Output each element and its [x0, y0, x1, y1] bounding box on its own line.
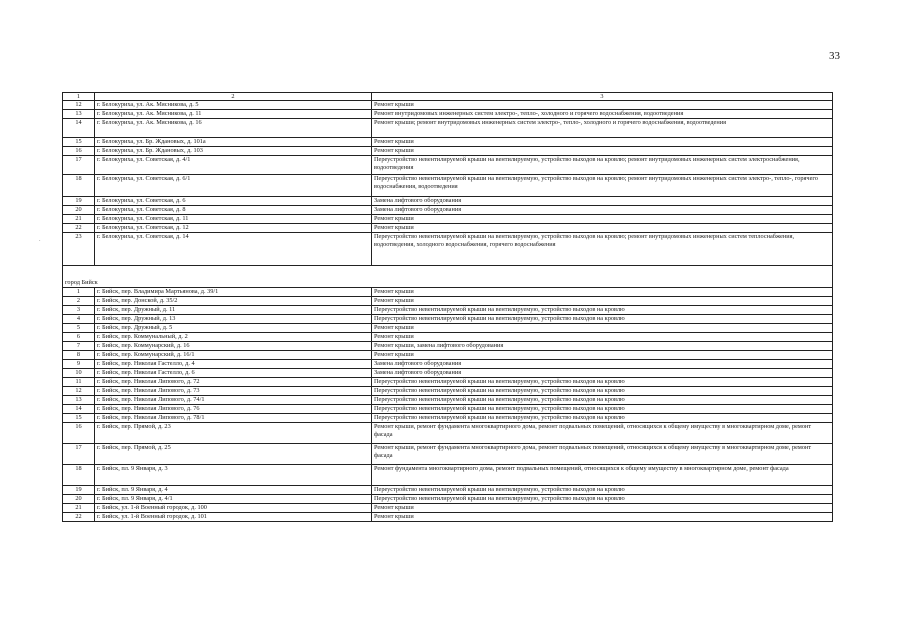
row-work: Переустройство невентилируемой крыши на вентилируемую, устройство выходов на кровлю; ремонт внутридомовых инженерных систем электроснабжения, водоотведения	[372, 156, 833, 175]
table-row	[63, 224, 833, 233]
row-work: Переустройство невентилируемой крыши на вентилируемую, устройство выходов на кровлю	[372, 414, 833, 423]
table-row	[63, 206, 833, 215]
row-address: г. Бийск, пер. Коммунарский, д. 16	[95, 342, 372, 351]
row-address: г. Бийск, ул. 1-й Военный городок, д. 101	[95, 513, 372, 522]
row-work: Ремонт крыши	[372, 147, 833, 156]
column-header-row	[63, 93, 833, 101]
row-address: г. Бийск, пл. 9 Января, д. 4	[95, 486, 372, 495]
row-number: 2	[63, 297, 95, 306]
table-row	[63, 495, 833, 504]
row-address: г. Белокуриха, ул. Ак. Мясникова, д. 11	[95, 110, 372, 119]
row-work: Ремонт внутридомовых инженерных систем электро-, тепло-, холодного и горячего водоснабжения, водоотведения	[372, 110, 833, 119]
section-title: город Бийск	[63, 266, 833, 288]
table-row	[63, 333, 833, 342]
stray-mark: ·	[39, 239, 41, 244]
row-address: г. Белокуриха, ул. Бр. Ждановых, д. 103	[95, 147, 372, 156]
row-address: г. Бийск, пер. Прямой, д. 25	[95, 444, 372, 465]
row-work: Переустройство невентилируемой крыши на вентилируемую, устройство выходов на кровлю	[372, 405, 833, 414]
row-address: г. Белокуриха, ул. Советская, д. 8	[95, 206, 372, 215]
row-number: 7	[63, 342, 95, 351]
row-work: Ремонт крыши	[372, 513, 833, 522]
table-row	[63, 297, 833, 306]
table-row	[63, 119, 833, 138]
page-number: 33	[829, 50, 840, 62]
table-row	[63, 513, 833, 522]
row-address: г. Белокуриха, ул. Советская, д. 12	[95, 224, 372, 233]
row-work: Переустройство невентилируемой крыши на вентилируемую, устройство выходов на кровлю	[372, 396, 833, 405]
row-address: г. Бийск, пер. Николая Липового, д. 76	[95, 405, 372, 414]
row-work: Ремонт фундамента многоквартирного дома, ремонт подвальных помещений, относящихся к общему имуществу в многоквартирном доме, ремонт фасада	[372, 465, 833, 486]
row-address: г. Бийск, пер. Николая Гастелло, д. 4	[95, 360, 372, 369]
table-row	[63, 288, 833, 297]
row-work: Переустройство невентилируемой крыши на вентилируемую, устройство выходов на кровлю	[372, 486, 833, 495]
table-row	[63, 110, 833, 119]
row-number: 19	[63, 197, 95, 206]
row-number: 18	[63, 175, 95, 197]
table-row	[63, 147, 833, 156]
row-address: г. Бийск, ул. 1-й Военный городок, д. 100	[95, 504, 372, 513]
table-row	[63, 378, 833, 387]
row-work: Замена лифтового оборудования	[372, 360, 833, 369]
row-number: 9	[63, 360, 95, 369]
row-work: Ремонт крыши	[372, 324, 833, 333]
row-work: Ремонт крыши	[372, 504, 833, 513]
row-number: 20	[63, 206, 95, 215]
works-table	[62, 92, 833, 522]
row-work: Переустройство невентилируемой крыши на вентилируемую, устройство выходов на кровлю	[372, 306, 833, 315]
table-row	[63, 369, 833, 378]
row-address: г. Бийск, пер. Прямой, д. 23	[95, 423, 372, 444]
row-number: 14	[63, 119, 95, 138]
table-row	[63, 342, 833, 351]
row-address: г. Бийск, пер. Дружный, д. 13	[95, 315, 372, 324]
row-work: Переустройство невентилируемой крыши на вентилируемую, устройство выходов на кровлю	[372, 495, 833, 504]
row-number: 12	[63, 101, 95, 110]
row-number: 22	[63, 224, 95, 233]
table-row	[63, 324, 833, 333]
row-number: 15	[63, 138, 95, 147]
row-work: Ремонт крыши	[372, 215, 833, 224]
row-work: Ремонт крыши	[372, 224, 833, 233]
column-header: 2	[95, 93, 372, 101]
table-row	[63, 486, 833, 495]
row-number: 21	[63, 504, 95, 513]
row-address: г. Бийск, пер. Донской, д. 35/2	[95, 297, 372, 306]
row-number: 4	[63, 315, 95, 324]
table-row	[63, 315, 833, 324]
table-row	[63, 233, 833, 266]
table-row	[63, 414, 833, 423]
table-row	[63, 504, 833, 513]
table-row	[63, 465, 833, 486]
row-address: г. Бийск, пер. Николая Липового, д. 74/1	[95, 396, 372, 405]
row-work: Ремонт крыши; ремонт внутридомовых инженерных систем электро-, тепло-, холодного и горячего водоснабжения, водоотведения	[372, 119, 833, 138]
row-work: Ремонт крыши	[372, 351, 833, 360]
row-address: г. Бийск, пер. Николая Липового, д. 73	[95, 387, 372, 396]
row-work: Ремонт крыши, ремонт фундамента многоквартирного дома, ремонт подвальных помещений, относящихся к общему имуществу в многоквартирном доме, ремонт фасада	[372, 423, 833, 444]
row-address: г. Бийск, пер. Николая Липового, д. 78/1	[95, 414, 372, 423]
row-number: 6	[63, 333, 95, 342]
row-work: Ремонт крыши, замена лифтового оборудования	[372, 342, 833, 351]
table-row	[63, 360, 833, 369]
row-work: Переустройство невентилируемой крыши на вентилируемую, устройство выходов на кровлю; ремонт внутридомовых инженерных систем теплоснабжения, водоотведения, холодного водоснабжения, горячего водоснабжения	[372, 233, 833, 266]
table-row	[63, 215, 833, 224]
row-number: 3	[63, 306, 95, 315]
row-address: г. Бийск, пер. Николая Гастелло, д. 6	[95, 369, 372, 378]
row-number: 19	[63, 486, 95, 495]
row-address: г. Бийск, пер. Дружный, д. 11	[95, 306, 372, 315]
row-work: Замена лифтового оборудования	[372, 197, 833, 206]
row-number: 11	[63, 378, 95, 387]
table-row	[63, 156, 833, 175]
row-address: г. Белокуриха, ул. Советская, д. 11	[95, 215, 372, 224]
row-number: 20	[63, 495, 95, 504]
row-number: 16	[63, 147, 95, 156]
row-number: 13	[63, 396, 95, 405]
row-work: Замена лифтового оборудования	[372, 369, 833, 378]
row-number: 13	[63, 110, 95, 119]
row-number: 1	[63, 288, 95, 297]
row-number: 17	[63, 444, 95, 465]
row-address: г. Белокуриха, ул. Советская, д. 4/1	[95, 156, 372, 175]
table-row	[63, 423, 833, 444]
table-row	[63, 306, 833, 315]
column-header: 3	[372, 93, 833, 101]
row-work: Ремонт крыши	[372, 297, 833, 306]
row-address: г. Бийск, пер. Дружный, д. 5	[95, 324, 372, 333]
section-header-row	[63, 266, 833, 288]
row-work: Переустройство невентилируемой крыши на вентилируемую, устройство выходов на кровлю; ремонт внутридомовых инженерных систем электро-, тепло-, горячего водоснабжения, водоотведения	[372, 175, 833, 197]
row-address: г. Бийск, пл. 9 Января, д. 4/1	[95, 495, 372, 504]
table-row	[63, 197, 833, 206]
row-number: 5	[63, 324, 95, 333]
row-number: 14	[63, 405, 95, 414]
row-address: г. Белокуриха, ул. Советская, д. 14	[95, 233, 372, 266]
row-work: Ремонт крыши	[372, 138, 833, 147]
table-row	[63, 444, 833, 465]
table-row	[63, 351, 833, 360]
column-header: 1	[63, 93, 95, 101]
table-row	[63, 138, 833, 147]
table-row	[63, 387, 833, 396]
row-number: 15	[63, 414, 95, 423]
row-work: Ремонт крыши, ремонт фундамента многоквартирного дома, ремонт подвальных помещений, относящихся к общему имуществу в многоквартирном доме, ремонт фасада	[372, 444, 833, 465]
row-number: 21	[63, 215, 95, 224]
row-number: 10	[63, 369, 95, 378]
row-work: Ремонт крыши	[372, 101, 833, 110]
row-address: г. Бийск, пер. Николая Липового, д. 72	[95, 378, 372, 387]
table-row	[63, 175, 833, 197]
row-address: г. Белокуриха, ул. Ак. Мясникова, д. 5	[95, 101, 372, 110]
row-work: Замена лифтового оборудования	[372, 206, 833, 215]
row-address: г. Белокуриха, ул. Бр. Ждановых, д. 101а	[95, 138, 372, 147]
row-number: 23	[63, 233, 95, 266]
row-work: Ремонт крыши	[372, 288, 833, 297]
table-row	[63, 396, 833, 405]
row-address: г. Белокуриха, ул. Ак. Мясникова, д. 16	[95, 119, 372, 138]
row-address: г. Бийск, пер. Владимира Мартьянова, д. 39/1	[95, 288, 372, 297]
row-address: г. Бийск, пер. Коммунарский, д. 16/1	[95, 351, 372, 360]
table-row	[63, 101, 833, 110]
row-work: Переустройство невентилируемой крыши на вентилируемую, устройство выходов на кровлю	[372, 378, 833, 387]
row-address: г. Бийск, пер. Коммунальный, д. 2	[95, 333, 372, 342]
row-number: 22	[63, 513, 95, 522]
row-address: г. Бийск, пл. 9 Января, д. 3	[95, 465, 372, 486]
row-work: Переустройство невентилируемой крыши на вентилируемую, устройство выходов на кровлю	[372, 387, 833, 396]
row-number: 16	[63, 423, 95, 444]
row-address: г. Белокуриха, ул. Советская, д. 6	[95, 197, 372, 206]
row-number: 12	[63, 387, 95, 396]
row-number: 18	[63, 465, 95, 486]
table-row	[63, 405, 833, 414]
row-work: Ремонт крыши	[372, 333, 833, 342]
row-address: г. Белокуриха, ул. Советская, д. 6/1	[95, 175, 372, 197]
row-work: Переустройство невентилируемой крыши на вентилируемую, устройство выходов на кровлю	[372, 315, 833, 324]
row-number: 8	[63, 351, 95, 360]
row-number: 17	[63, 156, 95, 175]
